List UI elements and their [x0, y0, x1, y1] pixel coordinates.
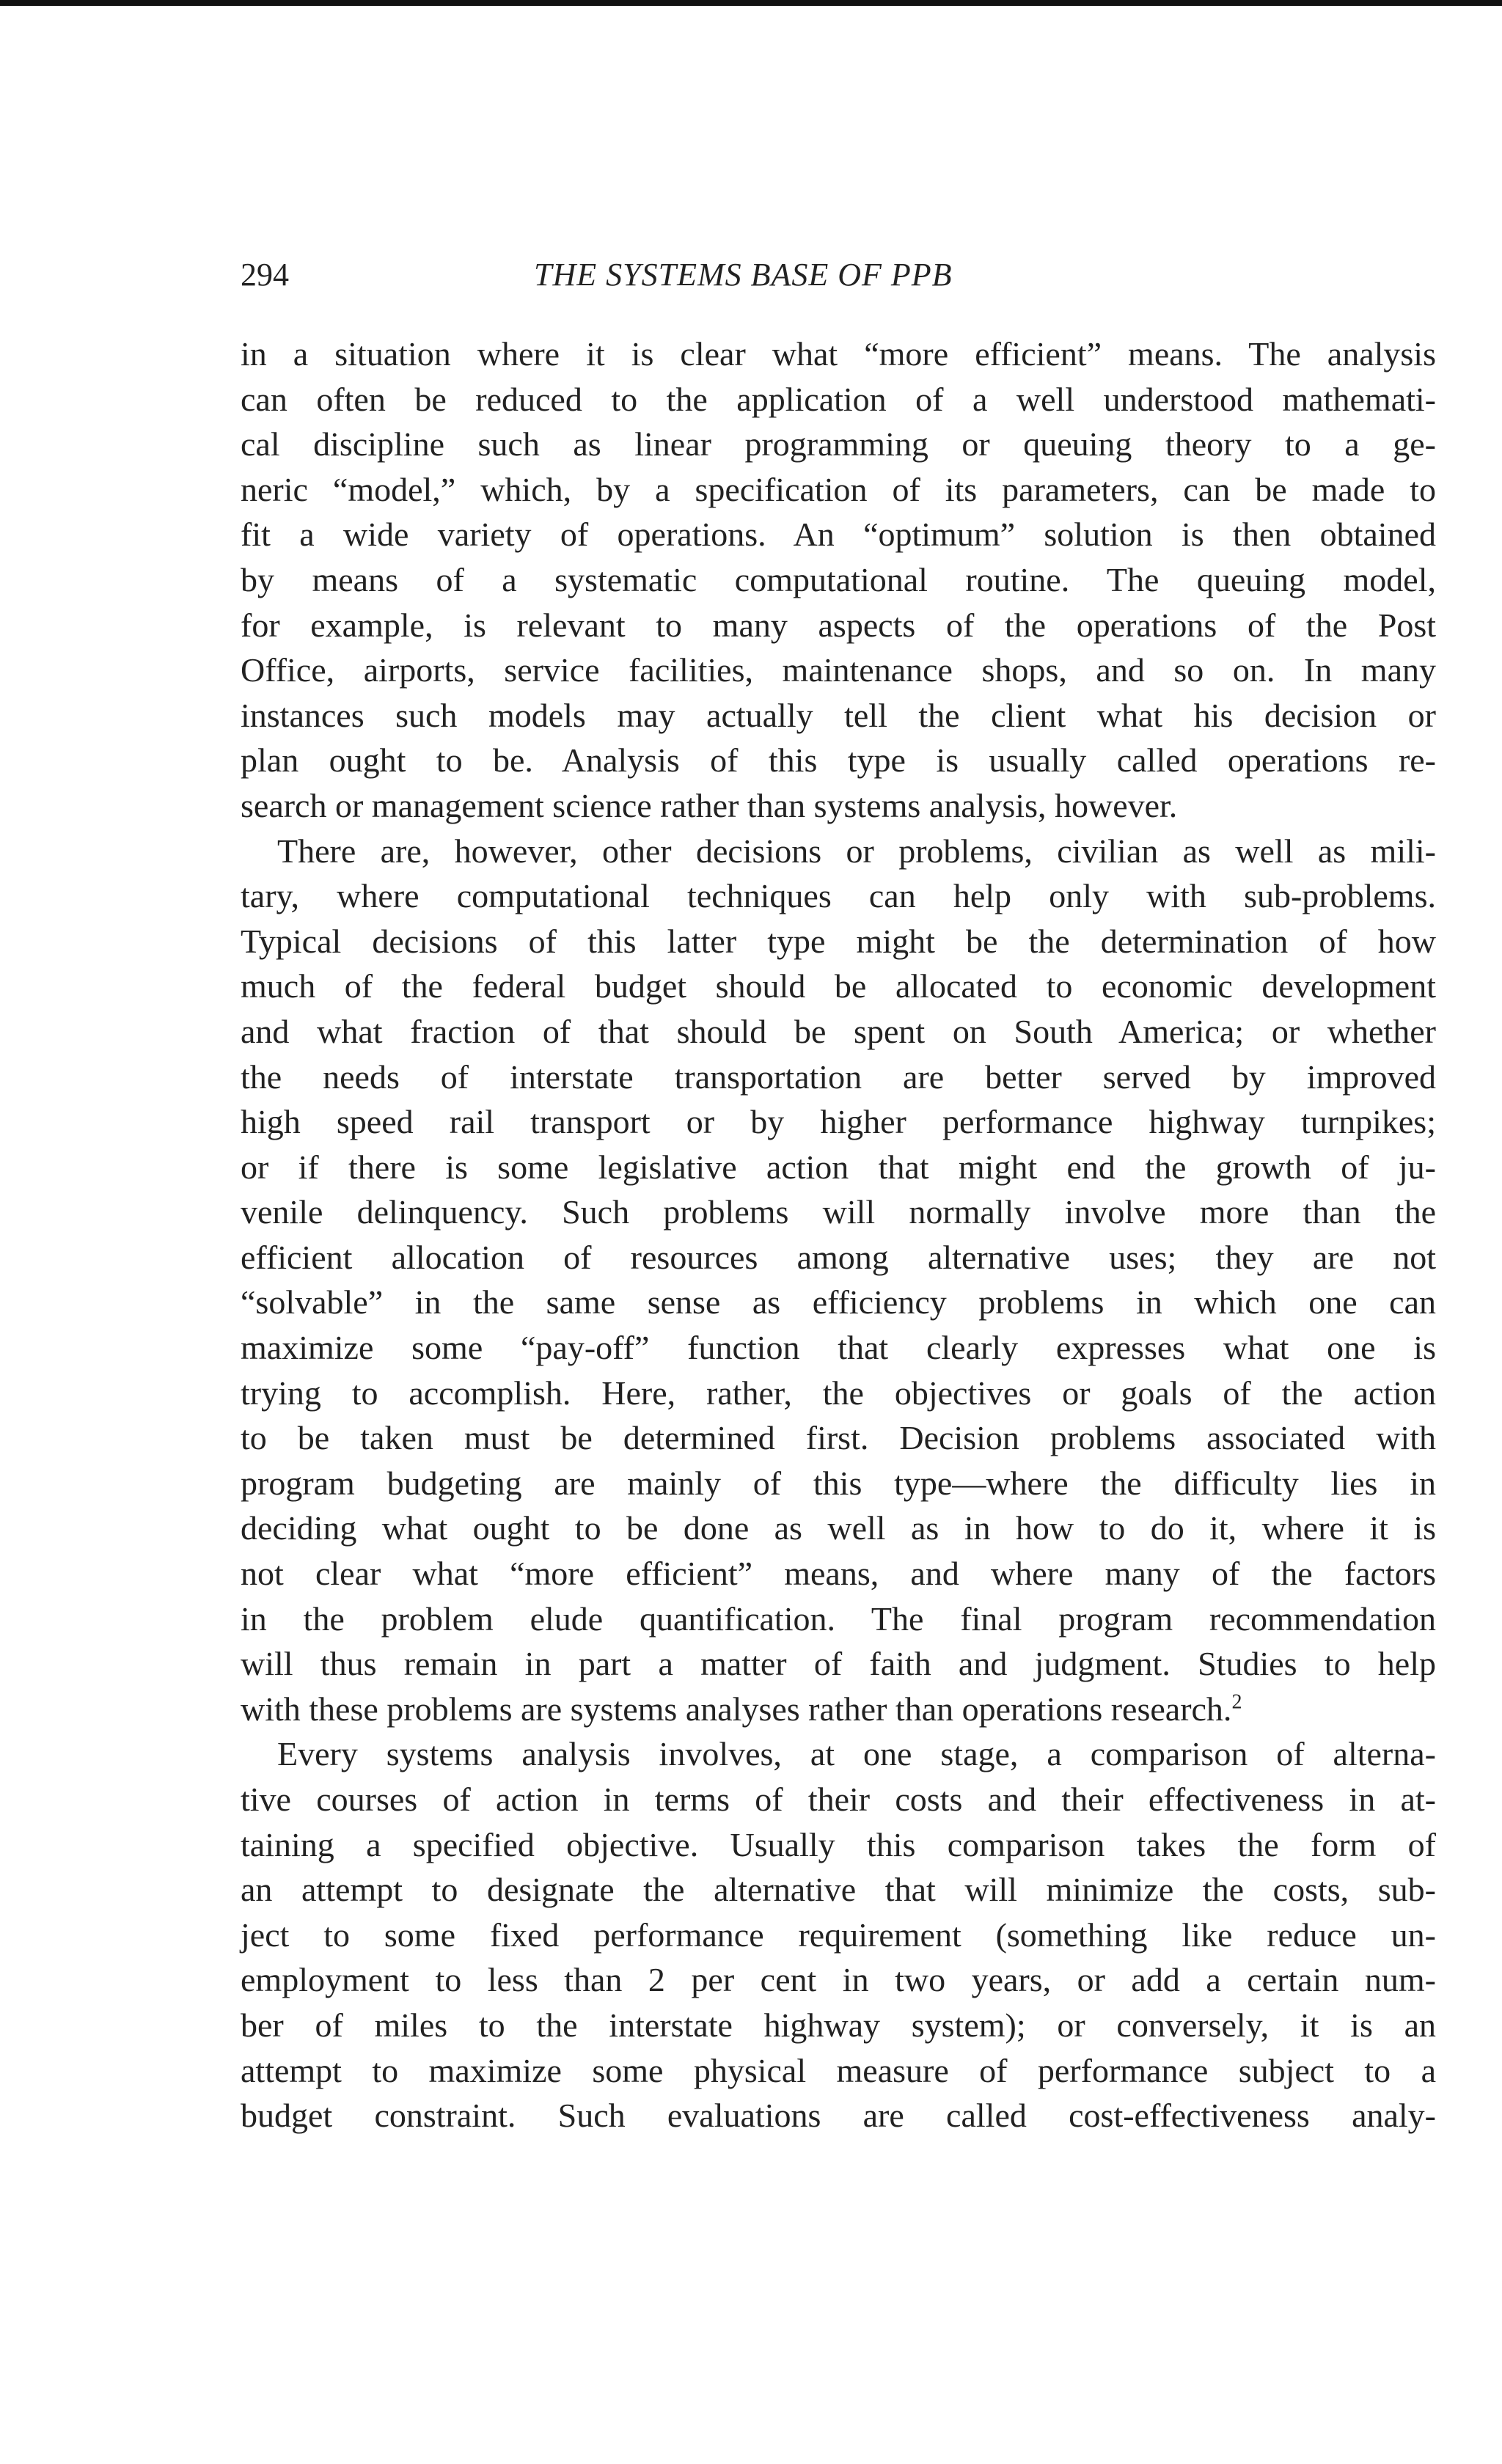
text-line: in a situation where it is clear what “more efficient” means. The analysis	[241, 335, 1436, 373]
paragraph-2	[241, 829, 1436, 1732]
running-head: THE SYSTEMS BASE OF PPB	[534, 257, 953, 293]
text-line: Office, airports, service facilities, maintenance shops, and so on. In many	[241, 651, 1436, 689]
text-line: deciding what ought to be done as well as in how to do it, where it is	[241, 1509, 1436, 1547]
text-line: budget constraint. Such evaluations are called cost-effectiveness analy-	[241, 2097, 1436, 2135]
text-line: Typical decisions of this latter type might be the determination of how	[241, 922, 1436, 960]
page-number: 294	[241, 257, 289, 293]
text-line	[241, 1687, 1436, 1732]
paragraph-1	[241, 331, 1436, 829]
text-line: maximize some “pay-off” function that clearly expresses what one is	[241, 1329, 1436, 1367]
text-line: venile delinquency. Such problems will normally involve more than the	[241, 1193, 1436, 1231]
top-edge-rule	[0, 0, 1502, 6]
text-line: high speed rail transport or by higher performance highway turnpikes;	[241, 1103, 1436, 1141]
text-line: Every systems analysis involves, at one stage, a comparison of alterna-	[277, 1735, 1436, 1773]
text-line: plan ought to be. Analysis of this type is usually called operations re-	[241, 741, 1436, 780]
text-line: for example, is relevant to many aspects of the operations of the Post	[241, 606, 1436, 644]
text-line: attempt to maximize some physical measure of performance subject to a	[241, 2051, 1436, 2089]
text-line: to be taken must be determined first. Decision problems associated with	[241, 1419, 1436, 1457]
text-line: taining a specified objective. Usually this comparison takes the form of	[241, 1825, 1436, 1863]
text-line: in the problem elude quantification. The final program recommendation	[241, 1599, 1436, 1638]
text-line: by means of a systematic computational routine. The queuing model,	[241, 560, 1436, 598]
text-line: or if there is some legislative action that might end the growth of ju-	[241, 1148, 1436, 1186]
text-line: ber of miles to the interstate highway system); or conversely, it is an	[241, 2006, 1436, 2044]
text-line: much of the federal budget should be allocated to economic development	[241, 967, 1436, 1005]
text-line: cal discipline such as linear programming or queuing theory to a ge-	[241, 425, 1436, 463]
footnote-reference[interactable]: 2	[1231, 1690, 1242, 1714]
text-line: tive courses of action in terms of their costs and their effectiveness in at-	[241, 1781, 1436, 1818]
text-line: employment to less than 2 per cent in two years, or add a certain num-	[241, 1961, 1436, 1999]
text-line: instances such models may actually tell the client what his decision or	[241, 696, 1436, 734]
text-line: trying to accomplish. Here, rather, the objectives or goals of the action	[241, 1374, 1436, 1412]
page-header	[241, 253, 1436, 297]
text-line: can often be reduced to the application of a well understood mathemati-	[241, 380, 1436, 418]
text-line: program budgeting are mainly of this type—where the difficulty lies in	[241, 1464, 1436, 1502]
text-line: “solvable” in the same sense as efficiency problems in which one can	[241, 1283, 1436, 1321]
text-line: not clear what “more efficient” means, and where many of the factors	[241, 1555, 1436, 1593]
text-line: search or management science rather than systems analysis, however.	[241, 786, 1178, 824]
text-line: will thus remain in part a matter of faith and judgment. Studies to help	[241, 1645, 1436, 1683]
text-line-content: with these problems are systems analyses rather than operations research.	[241, 1690, 1232, 1728]
text-line: and what fraction of that should be spent on South America; or whether	[241, 1012, 1436, 1050]
text-line: neric “model,” which, by a specification of its parameters, can be made to	[241, 470, 1436, 508]
text-line: an attempt to designate the alternative that will minimize the costs, sub-	[241, 1871, 1436, 1909]
text-line: efficient allocation of resources among alternative uses; they are not	[241, 1238, 1436, 1276]
body-text	[241, 331, 1436, 2138]
text-line: fit a wide variety of operations. An “optimum” solution is then obtained	[241, 516, 1436, 554]
text-line: the needs of interstate transportation are better served by improved	[241, 1057, 1436, 1096]
text-line: There are, however, other decisions or problems, civilian as well as mili-	[277, 832, 1436, 870]
text-line: ject to some fixed performance requirement (something like reduce un-	[241, 1915, 1436, 1954]
paragraph-3	[241, 1731, 1436, 2138]
text-line: tary, where computational techniques can help only with sub-problems.	[241, 877, 1436, 915]
